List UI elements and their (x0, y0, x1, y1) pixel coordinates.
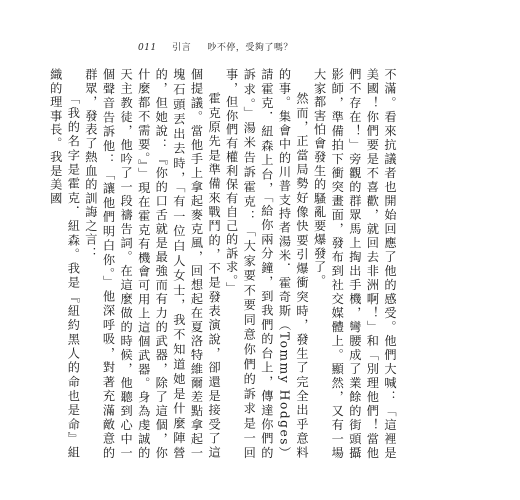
paragraph: 「我的名字是霍克．紐森。我是『紐約黑人的命也是命』組織的理事長。我是美國 (48, 68, 81, 460)
chapter-label: 引言 (172, 43, 192, 53)
paragraph: 霍克原先是準備來戰鬥的，不是發表演說，卻還是接受了這個提議。當他手上拿起麥克風，回想起在夏洛特維爾差點拿起一塊石頭丟出去時，「有一位白人女士，我不知道她是什麼陣營的，但她說：『你的口舌就是最強而有力的武器，除了這個，你什麼都不需要。』」現在霍克有機會可用上這個武器。身為虔誠的天主教徒，他吟了一段禱告詞。在這麼做的時候，他聽到心中一個聲音告訴他：「讓他們明白你。」他深呼吸，對著充滿敵意的群眾，發表了熱血的訓誨之言： (83, 68, 222, 460)
body-text (46, 68, 398, 460)
running-header (138, 40, 293, 53)
page-number: 011 (138, 43, 157, 53)
paragraph: 不滿。看來抗議者也開始回應了他的感受。他們大喊：「這裡是美國！你們要是不喜歡，就回去非洲啊！」和「別理他們！當他們不存在！」旁觀的群眾馬上掏出手機，彎腰成了業餘的街頭攝影師，準備拍下衝突畫面，發布到社交媒體上。顯然，又有一場大家都害怕會發生的騷亂要爆發了。 (312, 68, 397, 460)
chapter-title: 吵不停，受夠了嗎？ (207, 43, 293, 53)
paragraph: 然而，正當局勢好像快要引爆衝突時，發生了完全出乎意料的事。集會中的川普支持者湯米．霍奇斯（Tommy Hodges）請霍克．紐森上台，「給你兩分鐘，到我們的台上，傳達你們的訴求。」湯米告訴霍克：「大家要不要同意你們的訴求是一回事，但你們有權利保有自己的訴求。」 (224, 68, 310, 460)
